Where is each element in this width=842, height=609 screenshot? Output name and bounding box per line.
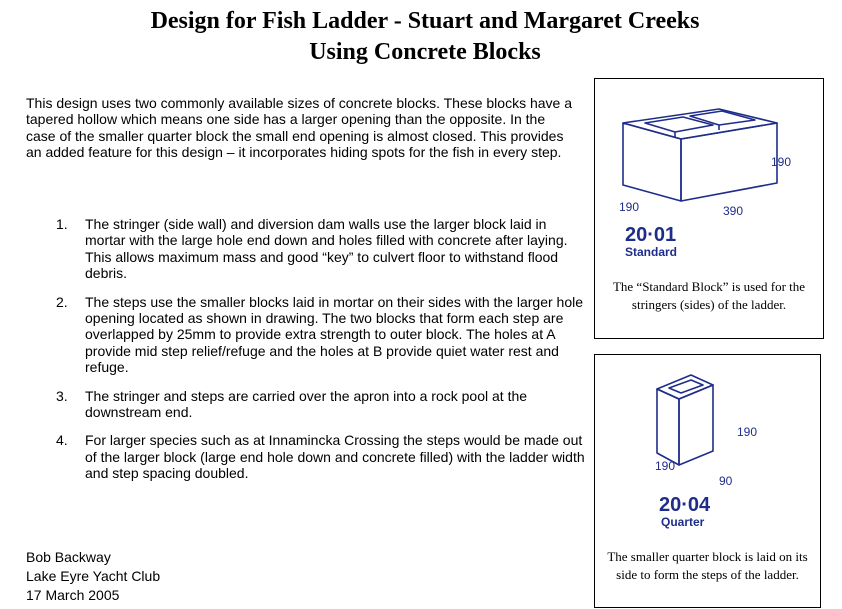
document-date: 17 March 2005 (26, 587, 120, 603)
list-item-number: 4. (56, 432, 68, 449)
block-hollow-2 (690, 111, 755, 125)
standard-block-drawing (595, 79, 823, 274)
quarter-dim-length: 90 (719, 474, 733, 488)
list-item-text: The steps use the smaller blocks laid in mortar on their sides with the larger hole opening located as shown in drawing. The two blocks that form each step are overlapped by 25mm to provide extra strength to outer block. The holes at A provide mid step relief/refuge and the holes at B provide quiet water rest and refuge. (85, 293, 584, 376)
list-item-text: The stringer and steps are carried over the apron into a rock pool at the downstream end. (85, 387, 528, 421)
author-name: Bob Backway (26, 549, 111, 565)
quarter-dim-height: 190 (737, 425, 758, 439)
block-side-face (679, 385, 713, 465)
list-item (26, 432, 586, 481)
list-item (26, 294, 586, 376)
author-organization: Lake Eyre Yacht Club (26, 568, 161, 584)
standard-block-caption: The “Standard Block” is used for the stringers (sides) of the ladder. (612, 279, 806, 312)
standard-block-label: Standard (625, 245, 678, 259)
quarter-dim-width: 190 (655, 459, 676, 473)
block-front-face (657, 389, 679, 465)
list-item-text: For larger species such as at Innamincka Crossing the steps would be made out of the larger block (large end hole down and concrete filled) with the ladder width and step spacing doubled. (85, 432, 585, 482)
standard-dim-height: 190 (771, 155, 792, 169)
design-steps-list (26, 216, 586, 494)
quarter-block-drawing (595, 355, 820, 545)
list-item-number: 1. (56, 216, 68, 232)
quarter-block-caption: The smaller quarter block is laid on its side to form the steps of the ladder. (607, 549, 808, 582)
list-item (26, 388, 586, 421)
quarter-block-label: Quarter (661, 515, 705, 529)
list-item-number: 3. (56, 387, 68, 404)
document-title (0, 6, 842, 68)
block-front-face (623, 123, 681, 201)
block-top-face (657, 375, 713, 399)
list-item-number: 2. (56, 293, 68, 310)
title-line-1: Design for Fish Ladder - Stuart and Margaret Creeks (150, 8, 700, 34)
standard-block-code: 20·01 (625, 224, 677, 246)
list-item (26, 216, 586, 282)
block-side-face (681, 123, 777, 201)
standard-block-panel (594, 78, 824, 339)
intro-paragraph: This design uses two commonly available sizes of concrete blocks. These blocks have a tapered hollow which means one side has a larger opening than the opposite. In the case of the smaller quarter block the small end opening is almost closed. This provides an added feature for this design – it incorporates hiding spots for the fish in every step. (26, 95, 573, 161)
title-line-2: Using Concrete Blocks (309, 39, 541, 65)
quarter-block-panel (594, 354, 821, 608)
quarter-block-code: 20·04 (659, 494, 711, 516)
list-item-text: The stringer (side wall) and diversion dam walls use the larger block laid in mortar with the large hole end down and holes filled with concrete after laying. This allows maximum mass and good “key” to culvert floor to withstand flood debris. (85, 216, 568, 282)
standard-dim-length: 390 (723, 204, 744, 218)
standard-dim-width: 190 (619, 200, 640, 214)
signature-block (26, 548, 160, 605)
